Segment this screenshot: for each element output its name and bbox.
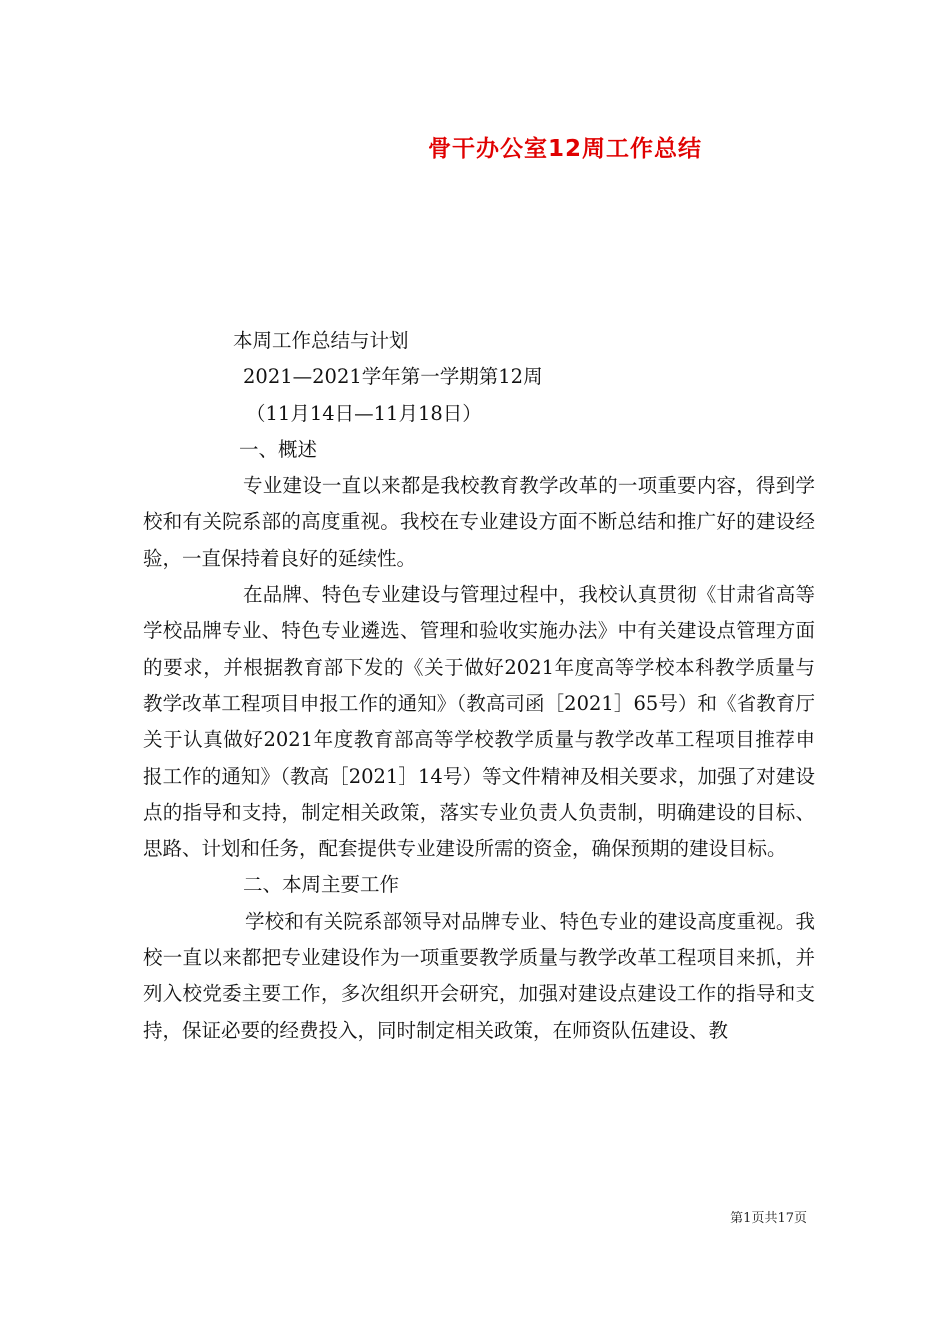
document-title: 骨干办公室12周工作总结 xyxy=(427,136,702,162)
document-body xyxy=(143,323,815,1049)
section-1-paragraph-2: 在品牌、特色专业建设与管理过程中，我校认真贯彻《甘肃省高等学校品牌专业、特色专业遴选、管理和验收实施办法》中有关建设点管理方面的要求，并根据教育部下发的《关于做好2021年度高等学校本科教学质量与教学改革工程项目申报工作的通知》（教高司函［2021］65号）和《省教育厅关于认真做好2021年度教育部高等学校教学质量与教学改革工程项目推荐申报工作的通知》（教高［2021］14号）等文件精神及相关要求，加强了对建设点的指导和支持，制定相关政策，落实专业负责人负责制，明确建设的目标、思路、计划和任务，配套提供专业建设所需的资金，确保预期的建设目标。 xyxy=(143,583,815,861)
section-1-paragraph-1: 专业建设一直以来都是我校教育教学改革的一项重要内容，得到学校和有关院系部的高度重视。我校在专业建设方面不断总结和推广好的建设经验，一直保持着良好的延续性。 xyxy=(143,474,815,570)
page-number-footer: 第1页共17页 xyxy=(730,1211,807,1226)
section-2-paragraph-1: 学校和有关院系部领导对品牌专业、特色专业的建设高度重视。我校一直以来都把专业建设作为一项重要教学质量与教学改革工程项目来抓，并列入校党委主要工作，多次组织开会研究，加强对建设点建设工作的指导和支持，保证必要的经费投入，同时制定相关政策，在师资队伍建设、教 xyxy=(143,909,815,1042)
heading-line: 本周工作总结与计划 xyxy=(233,329,409,352)
section-1-title: 一、概述 xyxy=(239,437,318,461)
term-line: 2021—2021学年第一学期第12周 xyxy=(243,365,543,389)
date-range-line: （11月14日—11月18日） xyxy=(246,401,482,425)
section-2-title: 二、本周主要工作 xyxy=(243,873,400,897)
